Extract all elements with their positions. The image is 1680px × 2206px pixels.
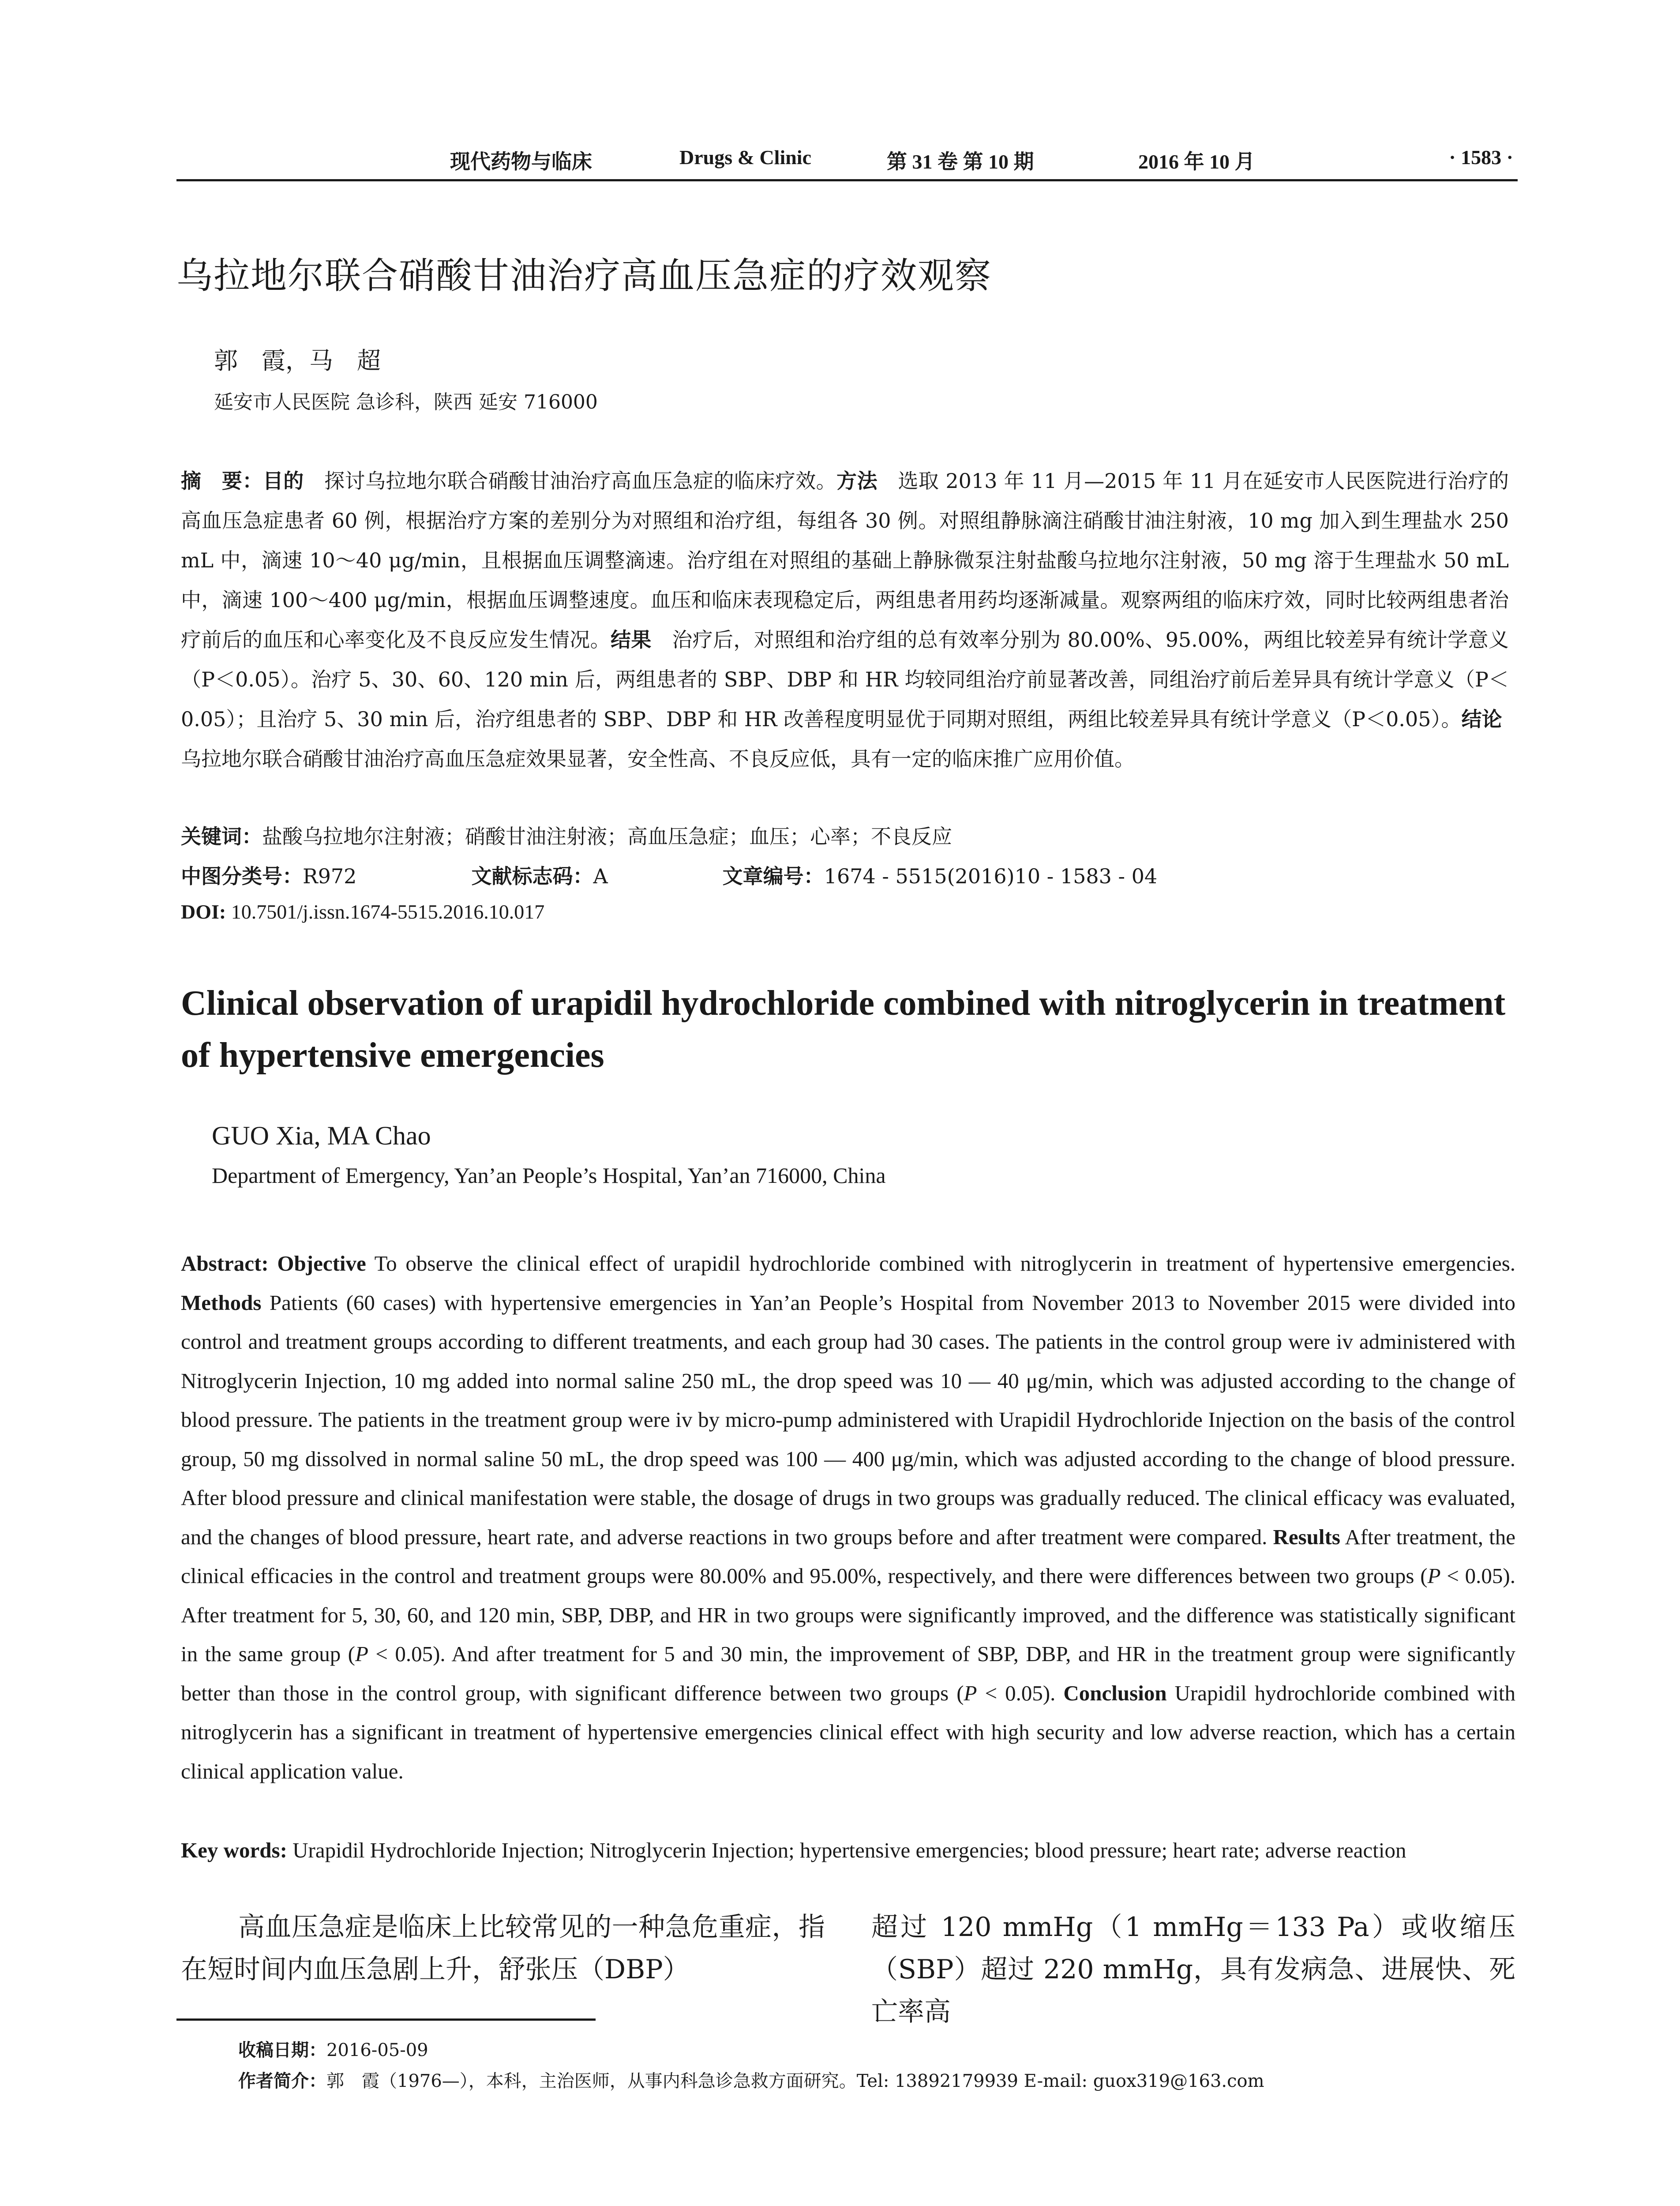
body-column-right: 超过 120 mmHg（1 mmHg＝133 Pa）或收缩压（SBP）超过 220 mmHg，具有发病急、进展快、死亡率高 — [871, 1912, 1515, 2027]
keywords-cn — [181, 821, 952, 850]
abstract-en — [181, 1244, 1515, 1791]
doi-line — [181, 900, 544, 923]
keywords-text-en: Urapidil Hydrochloride Injection; Nitroglycerin Injection; hypertensive emergencies; blood pressure; heart rate; adverse reaction — [292, 1838, 1406, 1862]
objective-label-en: Objective — [277, 1251, 366, 1276]
methods-text-en: Patients (60 cases) with hypertensive emergencies in Yan’an People’s Hospital from November 2013 to November 2015 were divided into control and treatment groups according to different treatments, and each group had 30 cases. The patients in the control group were iv administered with Nitroglycerin Injection, 10 mg added into normal saline 250 mL, the drop speed was 10 — 40 μg/min, which was adjusted according to the change of blood pressure. The patients in the treatment group were iv by micro-pump administered with Urapidil Hydrochloride Injection on the basis of the control group, 50 mg dissolved in normal saline 50 mL, the drop speed was 100 — 400 μg/min, which was adjusted according to the change of blood pressure. After blood pressure and clinical manifestation were stable, the dosage of drugs in two groups was gradually reduced. The clinical efficacy was evaluated, and the changes of blood pressure, heart rate, and adverse reactions in two groups before and after treatment were compared. — [181, 1290, 1515, 1549]
results-text-en-3: < 0.05). And after treatment for 5 and 30 min, the improvement of SBP, DBP, and HR in the treatment group were significantly better than those in the control group, with significant difference between two groups ( — [181, 1642, 1516, 1705]
objective-label-cn: 目的 — [262, 469, 304, 493]
doi-value: 10.7501/j.issn.1674-5515.2016.10.017 — [226, 900, 545, 923]
article-no-value: 1674 - 5515(2016)10 - 1583 - 04 — [824, 864, 1158, 888]
conclusion-label-cn: 结论 — [1461, 707, 1502, 731]
classification-line — [181, 860, 1157, 889]
article-no-label: 文章编号： — [722, 864, 824, 888]
results-text-en-1: After treatment, the clinical efficacies in the control and treatment groups were 80.00% and 95.00%, respectively, and there were differences between two groups ( — [181, 1524, 1516, 1588]
p-value-symbol: P — [1427, 1564, 1441, 1588]
body-column-left: 高血压急症是临床上比较常见的一种急危重症，指在短时间内血压急剧上升，舒张压（DBP） — [181, 1912, 825, 1985]
title-cn: 乌拉地尔联合硝酸甘油治疗高血压急症的疗效观察 — [176, 255, 992, 297]
authors-en: GUO Xia, MA Chao — [212, 1121, 431, 1150]
footnote-received — [238, 2036, 428, 2061]
p-value-symbol: P — [964, 1681, 977, 1705]
affiliation-cn: 延安市人民医院 急诊科，陕西 延安 716000 — [214, 391, 598, 413]
results-text-en-4: < 0.05). — [977, 1681, 1064, 1705]
doi-label: DOI: — [181, 900, 226, 923]
keywords-label-cn: 关键词： — [181, 825, 262, 848]
page-number: · 1583 · — [1449, 146, 1513, 169]
doc-code-label: 文献标志码： — [471, 864, 593, 888]
conclusion-text-en: Urapidil hydrochloride combined with nitroglycerin has a significant in treatment of hypertensive emergencies clinical effect with high security and low adverse reaction, which has a certain clinical application value. — [181, 1681, 1516, 1783]
clc-value: R972 — [303, 864, 357, 888]
footnote-author-bio — [238, 2067, 1264, 2092]
methods-label-cn: 方法 — [836, 469, 878, 493]
footnote-rule — [176, 2018, 596, 2021]
keywords-en — [181, 1838, 1518, 1863]
issue-date: 2016 年 10 月 — [1138, 150, 1255, 173]
authors-cn: 郭 霞，马 超 — [214, 347, 381, 375]
journal-name-cn: 现代药物与临床 — [450, 150, 592, 173]
conclusion-text-cn: 乌拉地尔联合硝酸甘油治疗高血压急症效果显著，安全性高、不良反应低，具有一定的临床推广应用价值。 — [181, 707, 1522, 771]
methods-label-en: Methods — [181, 1290, 262, 1315]
received-label: 收稿日期： — [238, 2040, 326, 2060]
abstract-cn — [181, 461, 1522, 779]
author-bio-text: 郭 霞（1976—），本科，主治医师，从事内科急诊急救方面研究。Tel: 13892179939 E-mail: guox319@163.com — [326, 2071, 1264, 2091]
results-text-cn: 治疗后，对照组和治疗组的总有效率分别为 80.00%、95.00%，两组比较差异有统计学意义（P＜0.05）。治疗 5、30、60、120 min 后，两组患者的 SBP、DBP 和 HR 均较同组治疗前显著改善，同组治疗前后差异具有统计学意义（P＜0.05）；且治疗 5、30 min 后，治疗组患者的 SBP、DBP 和 HR 改善程度明显优于同期对照组，两组比较差异具有统计学意义（P＜0.05）。 — [181, 628, 1509, 731]
clc-label: 中图分类号： — [181, 864, 303, 888]
received-date: 2016-05-09 — [326, 2040, 428, 2060]
doc-code-value: A — [593, 864, 608, 888]
p-value-symbol: P — [355, 1642, 368, 1666]
keywords-text-cn: 盐酸乌拉地尔注射液；硝酸甘油注射液；高血压急症；血压；心率；不良反应 — [262, 825, 952, 848]
conclusion-label-en: Conclusion — [1063, 1681, 1167, 1705]
affiliation-en: Department of Emergency, Yan’an People’s Hospital, Yan’an 716000, China — [212, 1163, 886, 1188]
title-en: Clinical observation of urapidil hydrochloride combined with nitroglycerin in treatment of hypertensive emergencies — [181, 984, 1506, 1075]
volume-issue: 第 31 卷 第 10 期 — [887, 150, 1034, 173]
objective-text-cn: 探讨乌拉地尔联合硝酸甘油治疗高血压急症的临床疗效。 — [304, 469, 837, 493]
abstract-label-en: Abstract: — [181, 1251, 278, 1276]
results-text-en-2: < 0.05). After treatment for 5, 30, 60, and 120 min, SBP, DBP, and HR in two groups were significantly improved, and the difference was statistically significant in the same group ( — [181, 1564, 1515, 1666]
results-label-cn: 结果 — [611, 628, 652, 652]
abstract-label-cn: 摘 要： — [181, 469, 263, 493]
methods-text-cn: 选取 2013 年 11 月—2015 年 11 月在延安市人民医院进行治疗的高血压急症患者 60 例，根据治疗方案的差别分为对照组和治疗组，每组各 30 例。对照组静脉滴注硝酸甘油注射液，10 mg 加入到生理盐水 250 mL 中，滴速 10～40 μg/min，且根据血压调整滴速。治疗组在对照组的基础上静脉微泵注射盐酸乌拉地尔注射液，50 mg 溶于生理盐水 50 mL 中，滴速 100～400 μg/min，根据血压调整速度。血压和临床表现稳定后，两组患者用药均逐渐减量。观察两组的临床疗效，同时比较两组患者治疗前后的血压和心率变化及不良反应发生情况。 — [181, 469, 1509, 652]
journal-name-en: Drugs & Clinic — [679, 146, 811, 169]
results-label-en: Results — [1273, 1524, 1340, 1549]
running-header — [176, 140, 1518, 181]
keywords-label-en: Key words: — [181, 1838, 293, 1862]
objective-text-en: To observe the clinical effect of urapidil hydrochloride combined with nitroglycerin in treatment of hypertensive emergencies. — [366, 1251, 1516, 1276]
author-bio-label: 作者简介： — [238, 2071, 326, 2091]
